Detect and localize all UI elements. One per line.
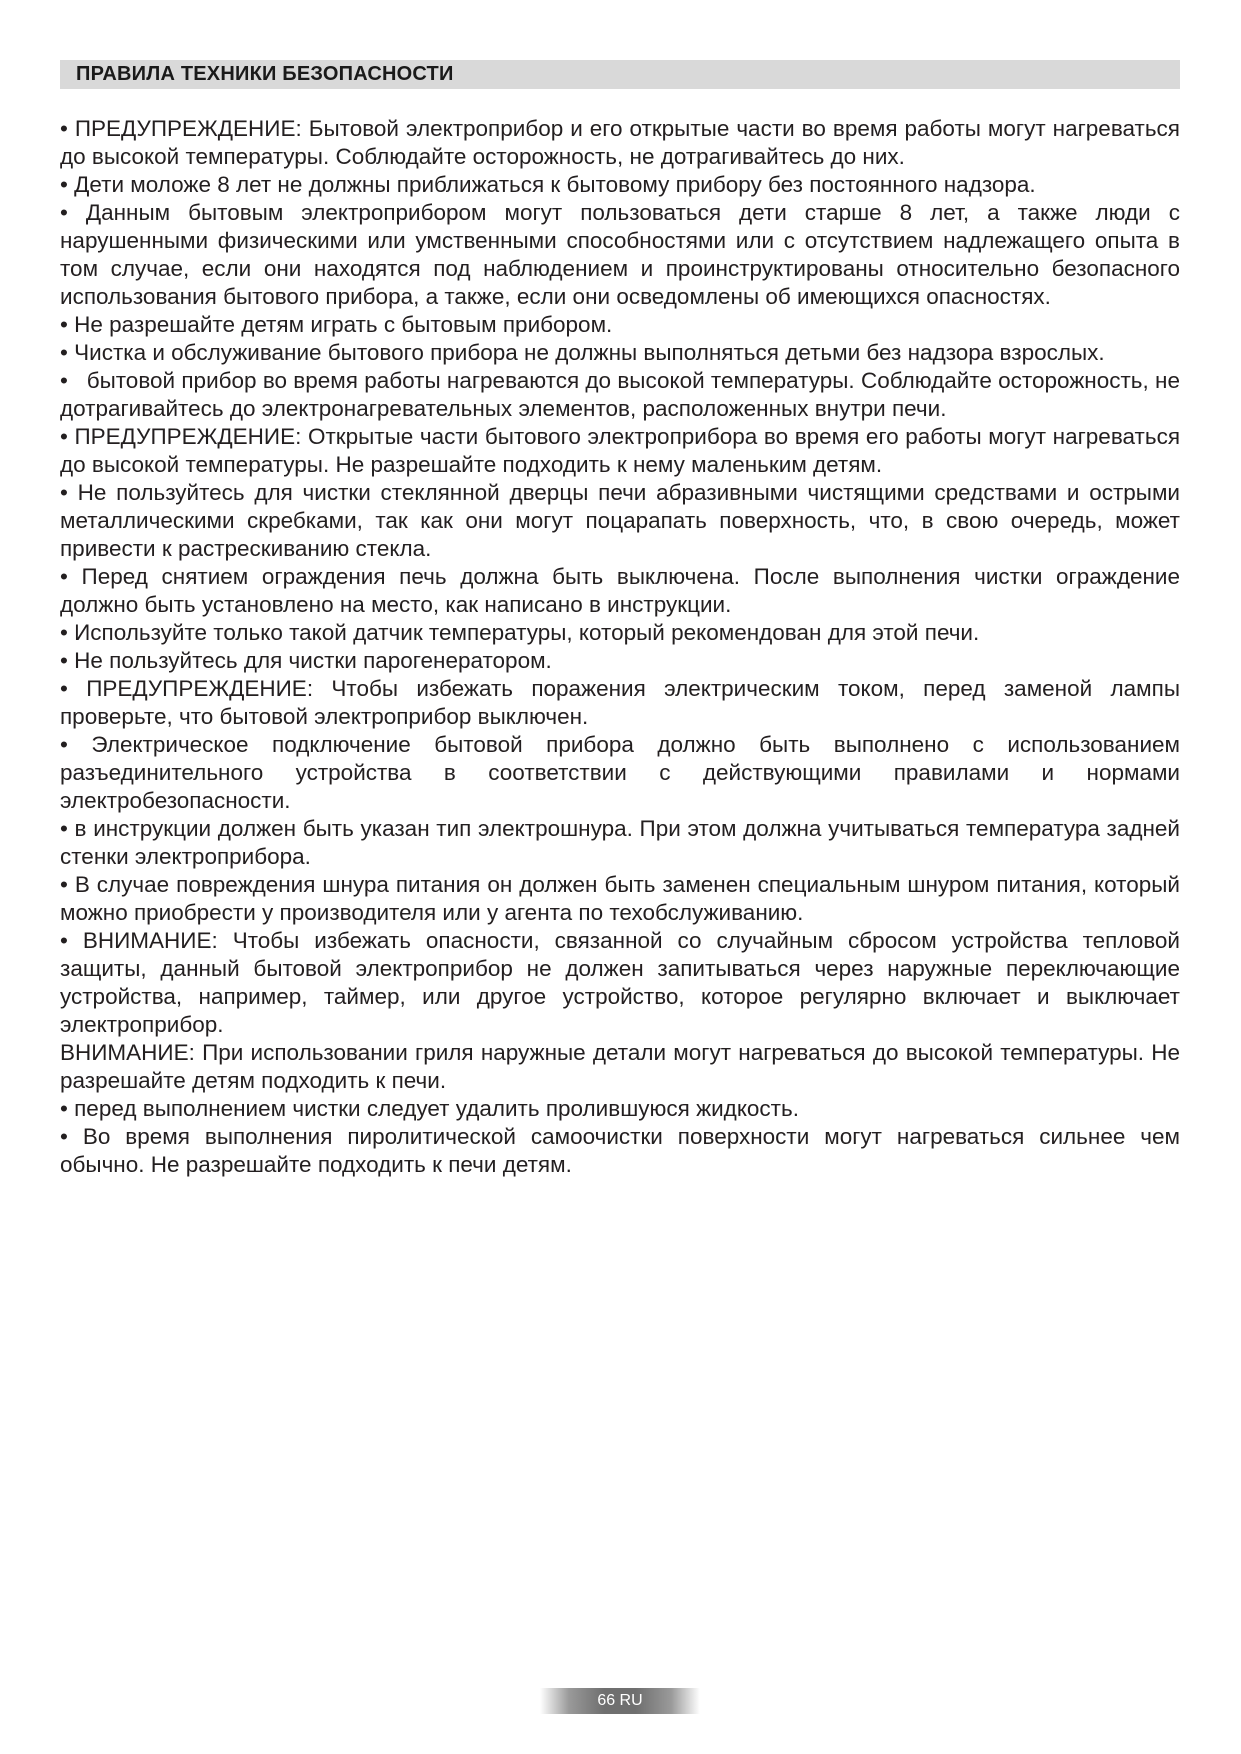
- paragraph-1: • ПРЕДУПРЕЖДЕНИЕ: Бытовой электроприбор и его открытые части во время работы могут нагреваться до высокой температуры. Соблюдайте осторожность, не дотрагивайтесь до них.: [60, 116, 1180, 169]
- paragraph-4: • Не разрешайте детям играть с бытовым прибором.: [60, 312, 613, 337]
- page-number-badge: [540, 1688, 700, 1714]
- paragraph-9: • Перед снятием ограждения печь должна быть выключена. После выполнения чистки ограждение должно быть установлено на место, как написано в инструкции.: [60, 564, 1180, 617]
- paragraph-13: • Электрическое подключение бытовой прибора должно быть выполнено с использованием разъединительного устройства в соответствии с действующими правилами и нормами электробезопасности.: [60, 732, 1180, 813]
- paragraph-11: • Не пользуйтесь для чистки парогенератором.: [60, 648, 552, 673]
- paragraph-15: • В случае повреждения шнура питания он должен быть заменен специальным шнуром питания, который можно приобрести у производителя или у агента по техобслуживанию.: [60, 872, 1180, 925]
- safety-rules-body: [60, 115, 1187, 1179]
- paragraph-10: • Используйте только такой датчик температуры, который рекомендован для этой печи.: [60, 620, 980, 645]
- paragraph-12: • ПРЕДУПРЕЖДЕНИЕ: Чтобы избежать поражения электрическим током, перед заменой лампы проверьте, что бытовой электроприбор выключен.: [60, 676, 1180, 729]
- paragraph-18: • перед выполнением чистки следует удалить пролившуюся жидкость.: [60, 1096, 799, 1121]
- paragraph-6: • бытовой прибор во время работы нагреваются до высокой температуры. Соблюдайте осторожность, не дотрагивайтесь до электронагревательных элементов, расположенных внутри печи.: [60, 368, 1187, 421]
- page-number: 66 RU: [597, 1692, 643, 1709]
- paragraph-14: • в инструкции должен быть указан тип электрошнура. При этом должна учитываться температура задней стенки электроприбора.: [60, 816, 1180, 869]
- paragraph-2: • Дети моложе 8 лет не должны приближаться к бытовому прибору без постоянного надзора.: [60, 172, 1036, 197]
- paragraph-8: • Не пользуйтесь для чистки стеклянной дверцы печи абразивными чистящими средствами и острыми металлическими скребками, так как они могут поцарапать поверхность, что, в свою очередь, может привести к растрескиванию стекла.: [60, 480, 1180, 561]
- paragraph-16: • ВНИМАНИЕ: Чтобы избежать опасности, связанной со случайным сбросом устройства тепловой защиты, данный бытовой электроприбор не должен запитываться через наружные переключающие устройства, например, таймер, или другое устройство, которое регулярно включает и выключает электроприбор.: [60, 928, 1180, 1037]
- section-header: [60, 60, 1180, 89]
- paragraph-19: • Во время выполнения пиролитической самоочистки поверхности могут нагреваться сильнее чем обычно. Не разрешайте подходить к печи детям.: [60, 1124, 1180, 1177]
- paragraph-17: ВНИМАНИЕ: При использовании гриля наружные детали могут нагреваться до высокой температуры. Не разрешайте детям подходить к печи.: [60, 1040, 1180, 1093]
- section-title: ПРАВИЛА ТЕХНИКИ БЕЗОПАСНОСТИ: [76, 63, 454, 85]
- paragraph-3: • Данным бытовым электроприбором могут пользоваться дети старше 8 лет, а также люди с нарушенными физическими или умственными способностями или с отсутствием надлежащего опыта в том случае, если они находятся под наблюдением и проинструктированы относительно безопасного использования бытового прибора, а также, если они осведомлены об имеющихся опасностях.: [60, 200, 1180, 309]
- paragraph-7: • ПРЕДУПРЕЖДЕНИЕ: Открытые части бытового электроприбора во время его работы могут нагреваться до высокой температуры. Не разрешайте подходить к нему маленьким детям.: [60, 424, 1180, 477]
- paragraph-5: • Чистка и обслуживание бытового прибора не должны выполняться детьми без надзора взрослых.: [60, 340, 1105, 365]
